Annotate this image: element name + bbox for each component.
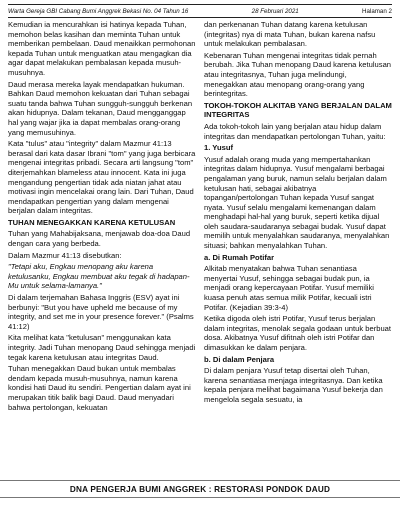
section-heading: TOKOH-TOKOH ALKITAB YANG BERJALAN DALAM INTEGRITAS [204,100,392,120]
paragraph: Di dalam penjara Yusuf tetap disertai oleh Tuhan, karena senantiasa menjaga integritasnya. Dan ketika kepala penjara melihat bagaimana Yusuf bekerja dan mengelola segala sesuatu, ia [204,366,383,404]
paragraph: Tuhan menegakkan Daud bukan untuk membalas dendam kepada musuh-musuhnya, namun karena kondisi hati Daud itu sendiri. Pengertian dalam ayat ini merupakan titik balik bagi Daud. Daud menyadari bahwa pertolongan, kekuatan [8,364,191,412]
paragraph: Alkitab menyatakan bahwa Tuhan senantiasa menyertai Yusuf, sehingga sebagai budak pun, ia menjadi orang kepercayaan Potifar. Yusuf memiliki kuasa penuh atas semua milik Potifar, kecuali istri Potifar. (Kejadian 39:3-4) [204,264,374,312]
issue-date: 28 Februari 2021 [251,7,299,15]
paragraph: Dalam Mazmur 41:13 disebutkan: [8,250,122,260]
paragraph: Ketika digoda oleh istri Potifar, Yusuf terus berjalan dalam integritas, menolak segala godaan untuk berbuat dosa. Akibatnya Yusuf difitnah oleh istri Potifar dan dimasukkan ke dalam penjara. [204,314,392,352]
paragraph: Kata "tulus" atau "integrity" dalam Mazmur 41:13 berasal dari kata dasar Ibrani "tom" yang juga berbicara mengenai integritas pribadi. Secara arti langsung "tom" diterjemahkan blameless atau innocent. Kata ini juga mengandung pengertian tidak ada niatan jahat atau motivasi ingin mencelakai orang lain. Dari Tuhan, Daud mendapatkan pengertian yang dalam mengenai berjalan dalam integritas. [8,139,196,216]
paragraph: Yusuf adalah orang muda yang mempertahankan integritas dalam hidupnya. Yusuf mengalami berbagai pengalaman yang buruk, namun selalu berjalan dalam ketulusan hati, sebagai akibatnya topangan/pertolongan Tuhan kepada Yusuf sangat nyata. Yusuf selalu mengalami kemenangan dalam menghadapi hal-hal yang buruk, seperti ketika dijual oleh saudara-saudaranya sebagai budak. Yusuf dapat memilih untuk menyalahkan saudaranya, menyalahkan situasi; bahkan menyalahkan Tuhan. [204,154,390,251]
paragraph: Daud merasa mereka layak mendapatkan hukuman. Bahkan Daud memohon kekuatan dari Tuhan sebagai suatu tanda bahwa Tuhan sungguh-sungguh berkenan akan hidupnya. Dalam tekanan, Daud mengganggap hal yang wajar jika ia dapat membalas orang-orang yang memusuhinya. [8,79,193,137]
left-column [8,20,196,482]
right-column [204,20,392,482]
paragraph: Ada tokoh-tokoh lain yang berjalan atau hidup dalam integritas dan mendapatkan pertolongan Tuhan, yaitu: [204,121,386,141]
paragraph: Kita melihat kata "ketulusan" menggunakan kata integrity. Jadi Tuhan menopang Daud sehingga menjadi tegak karena ketulusan atau integritas Daud. [8,333,196,362]
page-footer: DNA PENGERJA BUMI ANGGREK : RESTORASI PONDOK DAUD [0,480,400,498]
paragraph: dan perkenanan Tuhan datang karena ketulusan (integritas) nya di mata Tuhan, bukan karena nafsu untuk melakukan pembalasan. [204,20,376,49]
page-number: Halaman 2 [362,7,392,15]
subheading: a. Di Rumah Potifar [204,252,275,262]
paragraph: Kemudian ia mencurahkan isi hatinya kepada Tuhan, memohon belas kasihan dan meminta Tuhan untuk memberikan pembelaan. Daud menaikkan permohonan kepada Tuhan untuk menguatkan atau mengagkan dia agar dapat melakukan pembalasan kepada musuh-musuhnya. [8,20,196,77]
subheading: b. Di dalam Penjara [204,354,275,364]
article-columns [8,20,392,482]
paragraph: Tuhan yang Mahabijaksana, menjawab doa-doa Daud dengan cara yang berbeda. [8,229,191,249]
scripture-quote: "Tetapi aku, Engkau menopang aku karena ketulusanku, Engkau membuat aku tegak di hadapan-Mu untuk selama-lamanya." [8,262,190,291]
publication-info: Warta Gereja GBI Cabang Bumi Anggrek Bekasi No. 04 Tahun 16 [8,7,189,15]
section-heading: TUHAN MENEGAKKAN KARENA KETULUSAN [8,217,176,227]
paragraph: Kebenaran Tuhan mengenai integritas tidak pernah berubah. Jika Tuhan menopang Daud karena ketulusan atau integritasnya, Tuhan juga melindungi, menegakkan atau menopang orang-orang yang berintegritas. [204,50,392,99]
page-header [8,4,392,18]
subheading: 1. Yusuf [204,143,233,153]
paragraph: Di dalam terjemahan Bahasa Inggris (ESV) ayat ini berbunyi: "But you have upheld me because of my integrity, and set me in your presence forever." (Psalms 41:12) [8,293,194,331]
